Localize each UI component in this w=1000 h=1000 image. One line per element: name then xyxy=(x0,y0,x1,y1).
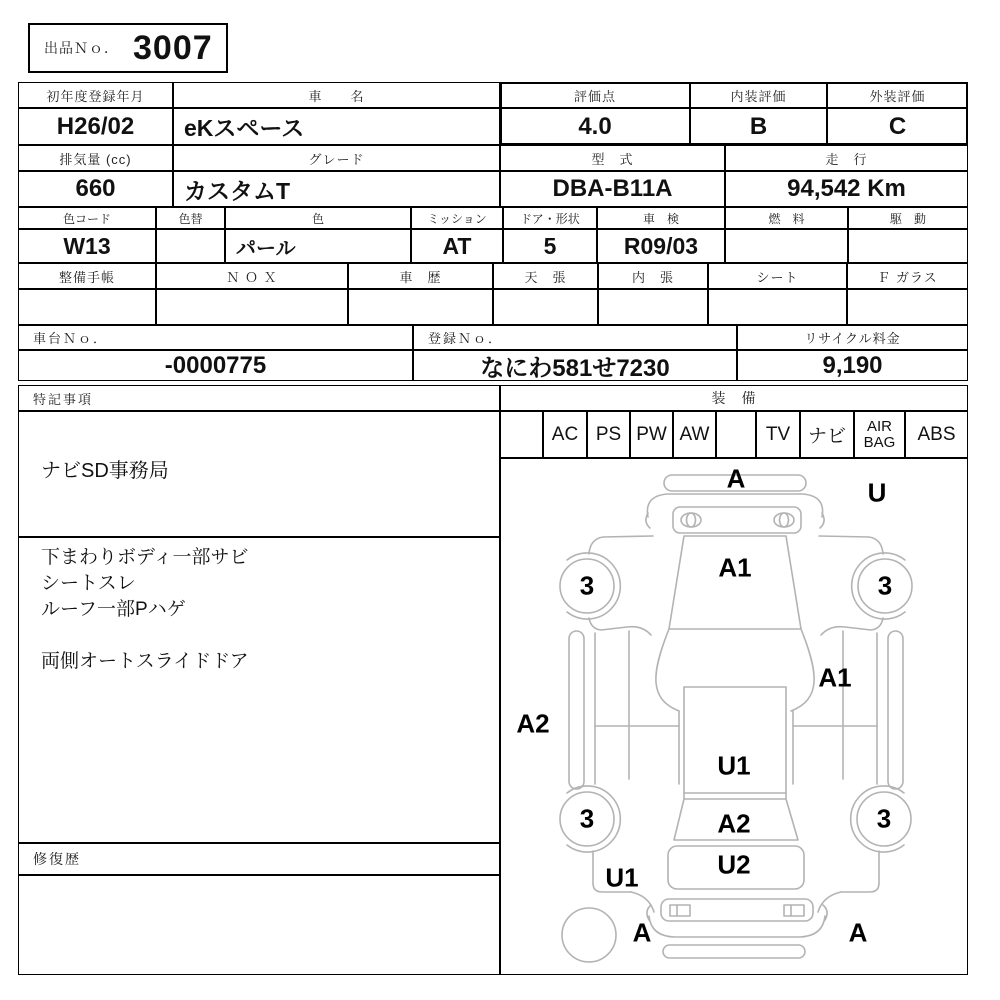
interior-grade-label: 内装評価 xyxy=(690,82,827,108)
mileage-value: 94,542 Km xyxy=(725,171,968,207)
color-label: 色 xyxy=(225,207,411,229)
transmission-label: ミッション xyxy=(411,207,503,229)
damage-marker: A2 xyxy=(717,808,751,839)
history-value xyxy=(348,289,493,325)
damage-marker: A xyxy=(726,463,746,494)
car-name-label: 車 名 xyxy=(173,82,500,108)
seat-value xyxy=(708,289,847,325)
transmission-value: AT xyxy=(411,229,503,263)
doors-label: ドア・形状 xyxy=(503,207,597,229)
repair-history-box xyxy=(18,875,500,975)
model-code-label: 型 式 xyxy=(500,145,725,171)
damage-marker: 3 xyxy=(877,570,893,601)
equipment-cell-ac: AC xyxy=(543,411,587,458)
equipment-cell-blank-1 xyxy=(500,411,543,458)
car-damage-diagram xyxy=(500,458,968,975)
chassis-no-label: 車台Ｎｏ． xyxy=(18,325,413,350)
special-notes-block2 xyxy=(18,537,500,843)
interior-trim-label: 内 張 xyxy=(598,263,708,289)
reg-date-value: H26/02 xyxy=(18,108,173,145)
front-glass-label: Ｆ ガラス xyxy=(847,263,968,289)
wheels xyxy=(560,553,912,852)
note-line: 両側オートスライドドア xyxy=(41,651,249,672)
score-label: 評価点 xyxy=(500,82,690,108)
note-line: ナビSD事務局 xyxy=(41,460,169,482)
model-code-value: DBA-B11A xyxy=(500,171,725,207)
roof xyxy=(684,687,786,799)
recycle-fee-label: リサイクル料金 xyxy=(737,325,968,350)
rear-section xyxy=(562,793,827,962)
car-name-value: eKスペース xyxy=(173,108,500,145)
doors-value: 5 xyxy=(503,229,597,263)
grade-value: カスタムT xyxy=(173,171,500,207)
reg-date-label: 初年度登録年月 xyxy=(18,82,173,108)
car-diagram-svg xyxy=(501,459,969,976)
service-book-label: 整備手帳 xyxy=(18,263,156,289)
service-book-value xyxy=(18,289,156,325)
note-line: ルーフ一部Pハゲ xyxy=(41,599,186,620)
equipment-cell-abs: ABS xyxy=(905,411,968,458)
inspection-value: R09/03 xyxy=(597,229,725,263)
score-value: 4.0 xyxy=(500,108,690,145)
damage-marker: U xyxy=(867,477,887,508)
equipment-cell-aw: AW xyxy=(673,411,716,458)
registration-no-value: なにわ581せ7230 xyxy=(413,350,737,381)
drive-value xyxy=(848,229,968,263)
damage-marker: A1 xyxy=(818,662,852,693)
damage-marker: U1 xyxy=(605,862,639,893)
color-code-label: 色コード xyxy=(18,207,156,229)
color-change-value xyxy=(156,229,225,263)
drive-label: 駆 動 xyxy=(848,207,968,229)
fuel-value xyxy=(725,229,848,263)
displacement-label: 排気量 (cc) xyxy=(18,145,173,171)
auction-number-box xyxy=(28,23,228,73)
registration-no-label: 登録Ｎｏ． xyxy=(413,325,737,350)
front-glass-value xyxy=(847,289,968,325)
note-line: 下まわりボディ一部サビ xyxy=(41,547,249,568)
equipment-cell-ps: PS xyxy=(587,411,630,458)
displacement-value: 660 xyxy=(18,171,173,207)
color-change-label: 色替 xyxy=(156,207,225,229)
equipment-cell-airbag: AIR BAG xyxy=(854,411,905,458)
interior-grade-value: B xyxy=(690,108,827,145)
special-notes-label: 特記事項 xyxy=(18,385,500,411)
nox-value xyxy=(156,289,348,325)
exterior-grade-value: C xyxy=(827,108,968,145)
damage-marker: A2 xyxy=(516,708,550,739)
damage-marker: 3 xyxy=(876,803,892,834)
fuel-label: 燃 料 xyxy=(725,207,848,229)
exterior-grade-label: 外装評価 xyxy=(827,82,968,108)
damage-marker: 3 xyxy=(579,570,595,601)
nox-label: Ｎ Ｏ Ｘ xyxy=(156,263,348,289)
damage-marker: U2 xyxy=(717,849,751,880)
equipment-cell-pw: PW xyxy=(630,411,673,458)
auction-number-value: 3007 xyxy=(133,28,213,67)
seat-label: シート xyxy=(708,263,847,289)
damage-marker: U1 xyxy=(717,750,751,781)
repair-history-label: 修復歴 xyxy=(18,843,500,875)
headliner-value xyxy=(493,289,598,325)
equipment-cell-blank-2 xyxy=(716,411,756,458)
interior-trim-value xyxy=(598,289,708,325)
inspection-label: 車 検 xyxy=(597,207,725,229)
damage-marker: 3 xyxy=(579,803,595,834)
spare-tire xyxy=(562,908,616,962)
mileage-label: 走 行 xyxy=(725,145,968,171)
note-line xyxy=(19,623,499,649)
recycle-fee-value: 9,190 xyxy=(737,350,968,381)
history-label: 車 歴 xyxy=(348,263,493,289)
headliner-label: 天 張 xyxy=(493,263,598,289)
damage-marker: A xyxy=(632,917,652,948)
chassis-no-value: -0000775 xyxy=(18,350,413,381)
color-code-value: W13 xyxy=(18,229,156,263)
equipment-label: 装 備 xyxy=(500,385,968,411)
equipment-cell-navi: ナビ xyxy=(800,411,854,458)
auction-number-label: 出品Ｎｏ． xyxy=(44,40,119,56)
note-line: シートスレ xyxy=(41,573,136,594)
special-notes-block1 xyxy=(18,411,500,537)
color-value: パール xyxy=(225,229,411,263)
damage-marker: A xyxy=(848,917,868,948)
damage-marker: A1 xyxy=(718,552,752,583)
equipment-cell-tv: TV xyxy=(756,411,800,458)
grade-label: グレード xyxy=(173,145,500,171)
